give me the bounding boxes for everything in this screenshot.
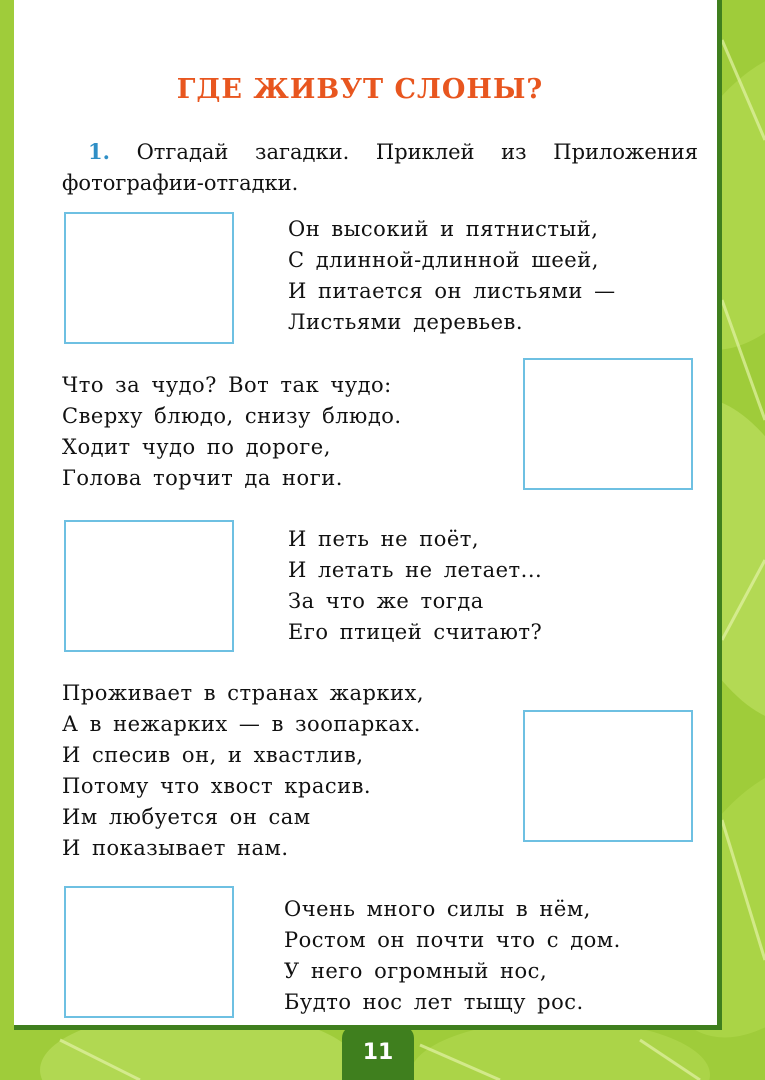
riddle-line: Голова торчит да ноги. bbox=[62, 466, 343, 490]
riddle-line: Ходит чудо по дороге, bbox=[62, 435, 331, 459]
riddle-1 bbox=[288, 214, 616, 338]
riddle-line: И летать не летает... bbox=[288, 558, 543, 582]
riddle-line: И петь не поёт, bbox=[288, 527, 480, 551]
riddle-2 bbox=[62, 370, 402, 494]
page-title: ГДЕ ЖИВУТ СЛОНЫ? bbox=[176, 74, 544, 105]
task-number: 1. bbox=[88, 139, 110, 164]
photo-placeholder-1[interactable] bbox=[64, 212, 234, 344]
riddle-line: Листьями деревьев. bbox=[288, 310, 523, 334]
riddle-4 bbox=[62, 678, 424, 864]
riddle-5 bbox=[284, 894, 621, 1018]
riddle-line: А в нежарких — в зоопарках. bbox=[62, 712, 421, 736]
riddle-line: Что за чудо? Вот так чудо: bbox=[62, 373, 392, 397]
riddle-line: Он высокий и пятнистый, bbox=[288, 217, 599, 241]
riddle-line: Сверху блюдо, снизу блюдо. bbox=[62, 404, 402, 428]
riddle-line: Очень много силы в нём, bbox=[284, 897, 591, 921]
photo-placeholder-2[interactable] bbox=[523, 358, 693, 490]
page-number: 11 bbox=[362, 1040, 394, 1065]
riddle-line: У него огромный нос, bbox=[284, 959, 548, 983]
riddle-line: И спесив он, и хвастлив, bbox=[62, 743, 364, 767]
riddle-line: Ростом он почти что с дом. bbox=[284, 928, 621, 952]
task-instruction bbox=[62, 136, 698, 199]
riddle-line: Его птицей считают? bbox=[288, 620, 543, 644]
riddle-line: За что же тогда bbox=[288, 589, 484, 613]
riddle-line: Им любуется он сам bbox=[62, 805, 311, 829]
photo-placeholder-4[interactable] bbox=[523, 710, 693, 842]
riddle-line: Проживает в странах жарких, bbox=[62, 681, 425, 705]
task-text: Отгадай загадки. Приклей из Приложения фотографии-отгадки. bbox=[62, 140, 699, 195]
photo-placeholder-5[interactable] bbox=[64, 886, 234, 1018]
page-number-badge bbox=[342, 1026, 414, 1080]
riddle-line: Потому что хвост красив. bbox=[62, 774, 372, 798]
riddle-line: Будто нос лет тыщу рос. bbox=[284, 990, 584, 1014]
riddle-line: И питается он листьями — bbox=[288, 279, 616, 303]
riddle-line: И показывает нам. bbox=[62, 836, 289, 860]
riddle-3 bbox=[288, 524, 542, 648]
riddle-line: С длинной-длинной шеей, bbox=[288, 248, 599, 272]
photo-placeholder-3[interactable] bbox=[64, 520, 234, 652]
